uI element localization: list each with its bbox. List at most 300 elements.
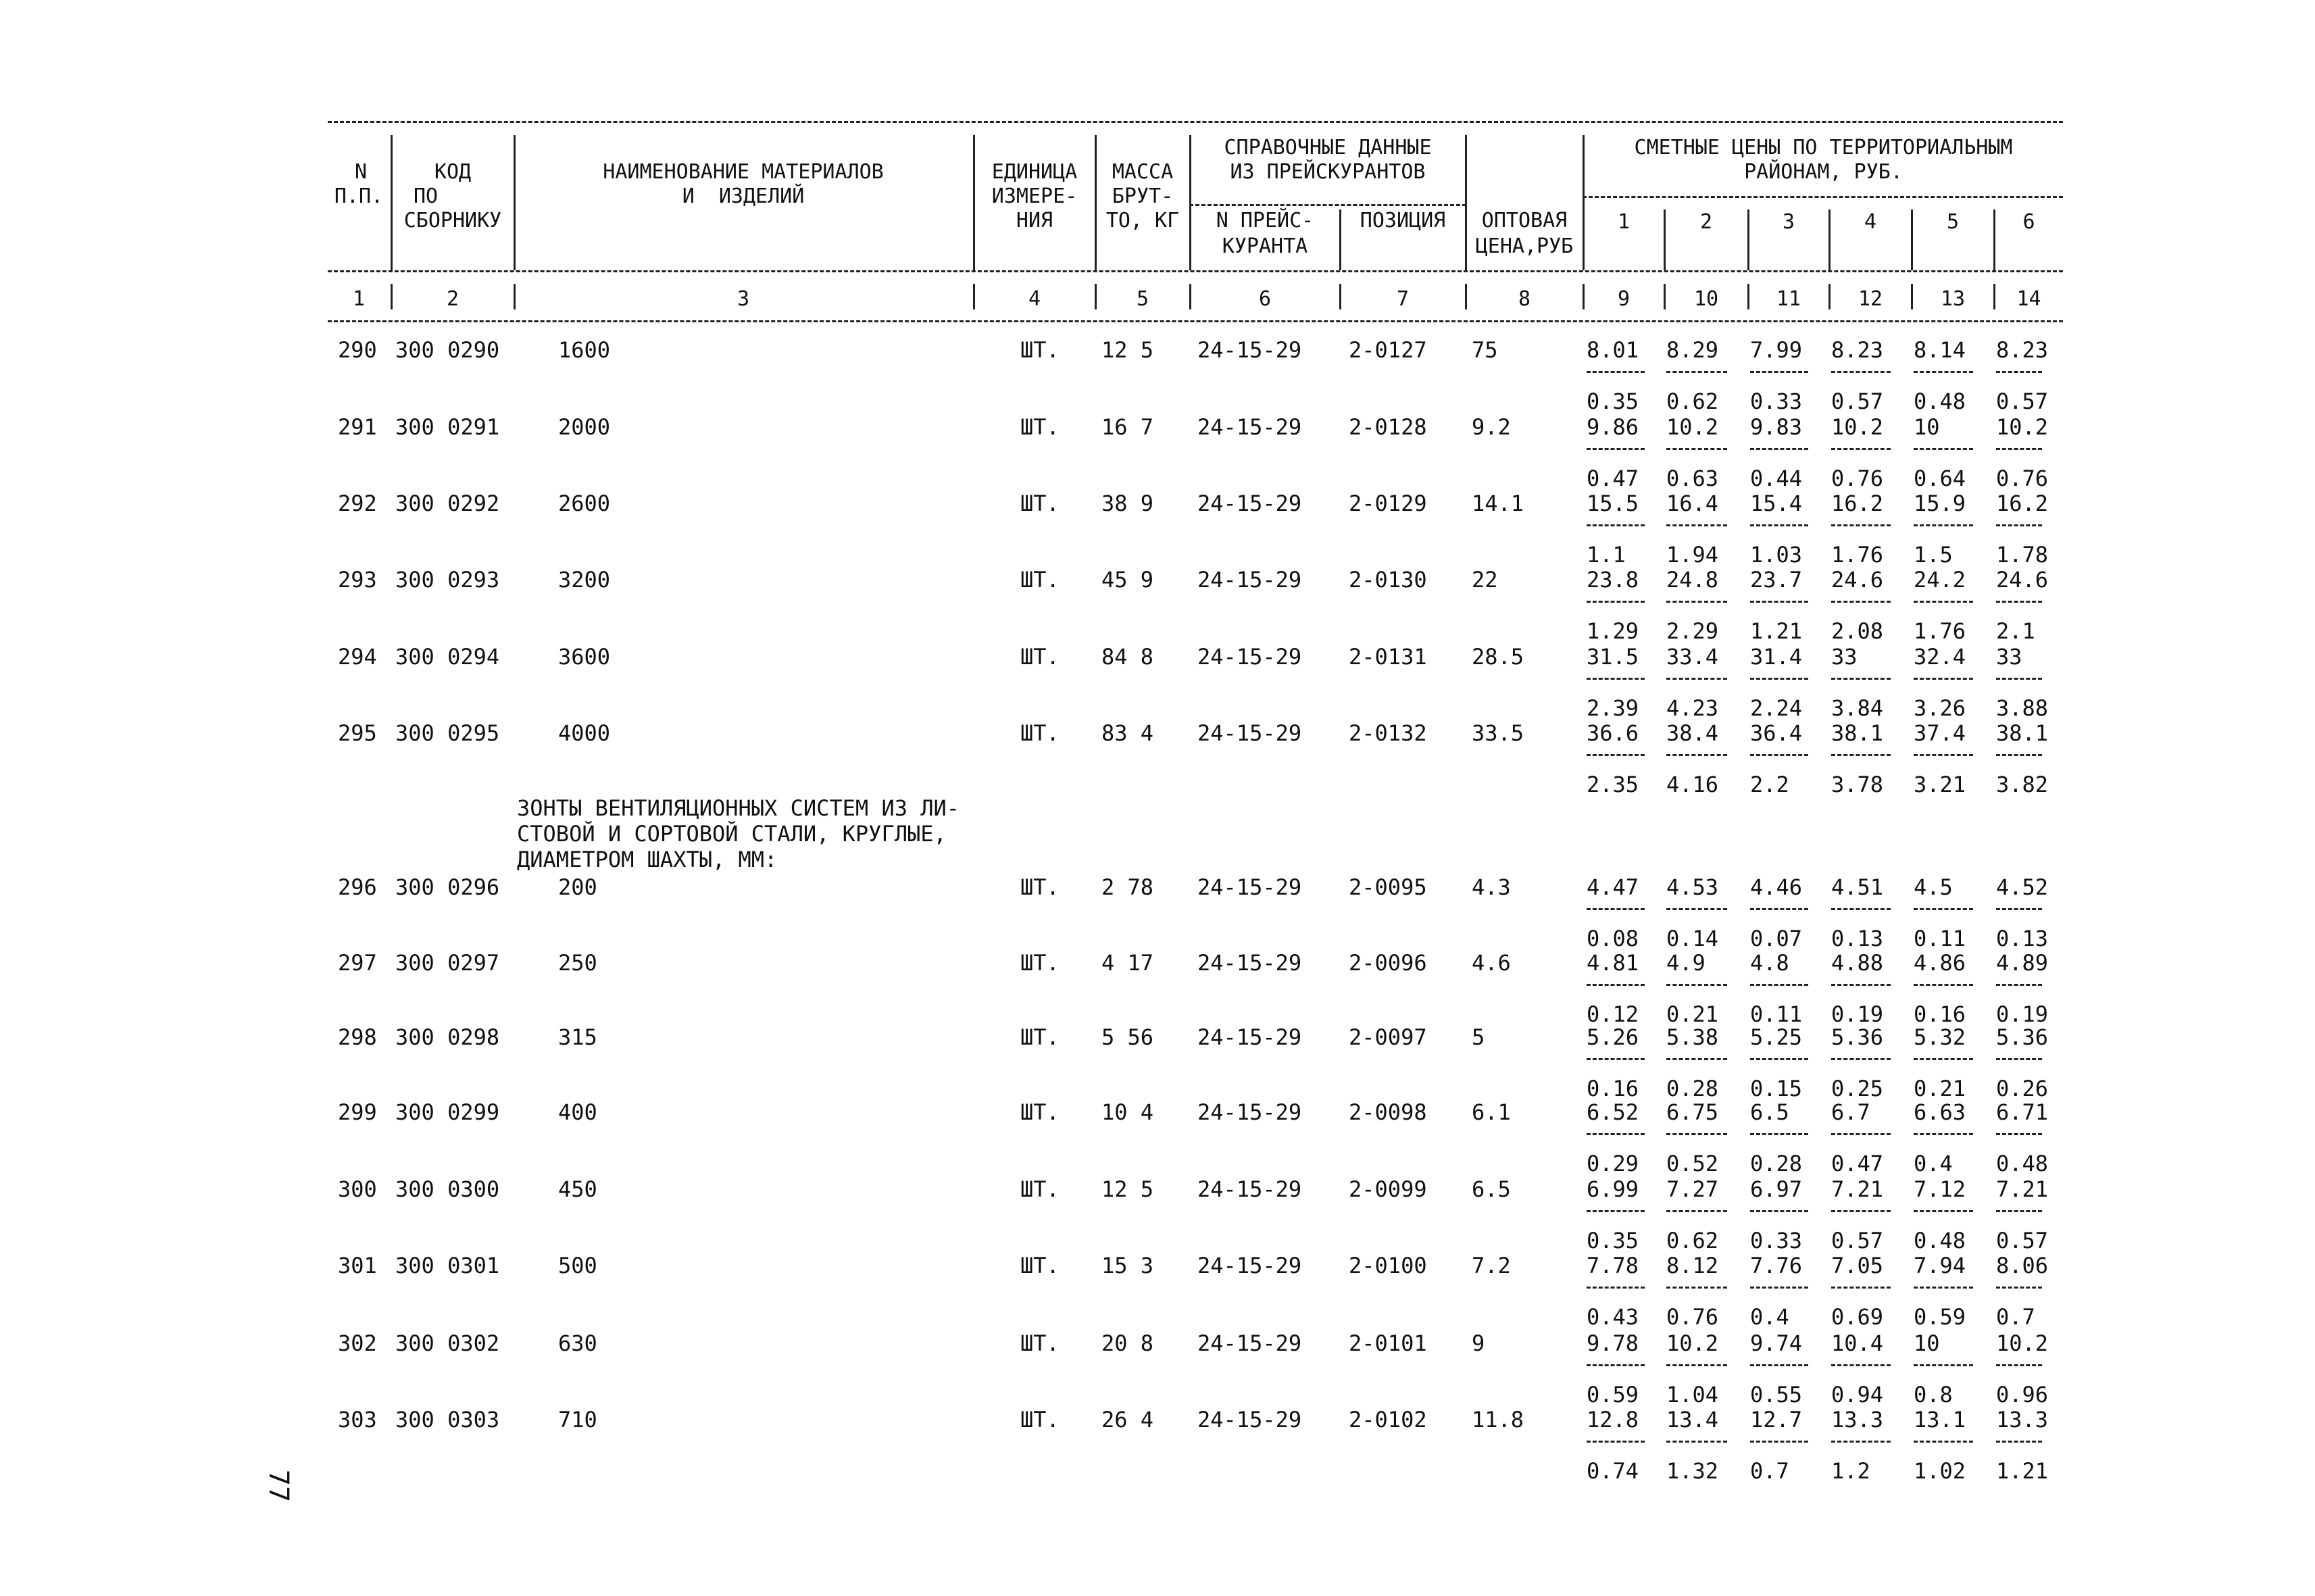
price-extra-value: 0.13 <box>1831 926 1884 951</box>
row-unit: ШТ. <box>1020 874 1060 900</box>
row-mass: 5 56 <box>1101 1024 1154 1050</box>
header-top-rule <box>328 121 2063 123</box>
price-value: 4.89 <box>1996 950 2049 976</box>
price-value: 6.63 <box>1914 1099 1966 1125</box>
row-unit: ШТ. <box>1020 1253 1060 1278</box>
header-wholesale-2: ЦЕНА,РУБ <box>1475 234 1574 258</box>
price-value: 9.78 <box>1587 1330 1639 1356</box>
row-number: 292 <box>338 491 377 516</box>
price-divider <box>1587 1058 1645 1060</box>
price-extra-value: 3.21 <box>1914 772 1966 797</box>
price-extra-value: 0.59 <box>1914 1304 1966 1330</box>
price-extra-value: 3.84 <box>1831 695 1884 721</box>
price-divider <box>1666 601 1727 603</box>
price-divider <box>1750 1441 1808 1443</box>
price-divider <box>1666 1287 1727 1289</box>
price-divider <box>1587 371 1645 373</box>
price-extra-value: 0.74 <box>1587 1458 1639 1484</box>
price-divider <box>1914 754 1973 756</box>
row-unit: ШТ. <box>1020 1099 1060 1125</box>
colnum: 14 <box>2016 287 2041 311</box>
price-extra-value: 0.8 <box>1914 1382 1953 1407</box>
header-unit: ЕДИНИЦА <box>991 160 1078 184</box>
price-extra-value: 0.64 <box>1914 466 1966 491</box>
row-wholesale: 5 <box>1472 1024 1485 1050</box>
row-position: 2-0128 <box>1349 414 1427 440</box>
row-mass: 10 4 <box>1101 1099 1154 1125</box>
price-value: 16.4 <box>1666 491 1719 516</box>
header-smet: СМЕТНЫЕ ЦЕНЫ ПО ТЕРРИТОРИАЛЬНЫМ <box>1634 136 2013 159</box>
price-divider <box>1750 524 1808 526</box>
price-divider <box>1996 524 2042 526</box>
price-divider <box>1666 448 1727 450</box>
price-value: 4.9 <box>1666 950 1706 976</box>
header-pricelist: N ПРЕЙС- <box>1216 209 1314 232</box>
row-position: 2-0100 <box>1349 1253 1427 1278</box>
price-divider <box>1587 448 1645 450</box>
price-value: 7.27 <box>1666 1176 1719 1202</box>
header-name-2: И ИЗДЕЛИЙ <box>682 184 805 208</box>
price-extra-value: 0.33 <box>1750 389 1803 414</box>
row-number: 295 <box>338 720 377 746</box>
price-value: 8.23 <box>1996 337 2049 363</box>
row-code: 300 0290 <box>395 337 500 363</box>
colnum: 2 <box>446 287 459 311</box>
price-divider <box>1996 1441 2042 1443</box>
price-divider <box>1587 1133 1645 1135</box>
price-extra-value: 0.08 <box>1587 926 1639 951</box>
price-divider <box>1996 984 2042 986</box>
row-unit: ШТ. <box>1020 644 1060 670</box>
price-divider <box>1666 371 1727 373</box>
price-divider <box>1831 1133 1891 1135</box>
price-extra-value: 0.14 <box>1666 926 1719 951</box>
row-code: 300 0293 <box>395 567 500 593</box>
row-wholesale: 33.5 <box>1472 720 1524 746</box>
price-value: 10.2 <box>1831 414 1884 440</box>
price-extra-value: 0.57 <box>1996 1228 2049 1253</box>
row-code: 300 0294 <box>395 644 500 670</box>
price-extra-value: 0.47 <box>1587 466 1639 491</box>
row-position: 2-0095 <box>1349 874 1427 900</box>
sprav-sub-rule <box>1189 204 1466 206</box>
price-extra-value: 0.21 <box>1914 1076 1966 1101</box>
row-number: 296 <box>338 874 377 900</box>
price-value: 7.76 <box>1750 1253 1803 1278</box>
price-extra-value: 0.07 <box>1750 926 1803 951</box>
price-value: 4.86 <box>1914 950 1966 976</box>
price-extra-value: 0.57 <box>1831 1228 1884 1253</box>
price-extra-value: 1.1 <box>1587 542 1626 568</box>
page-number: 77 <box>263 1469 295 1503</box>
price-extra-value: 0.4 <box>1750 1304 1789 1330</box>
price-divider <box>1587 908 1645 910</box>
price-value: 9.86 <box>1587 414 1639 440</box>
row-wholesale: 4.6 <box>1472 950 1511 976</box>
price-value: 4.8 <box>1750 950 1789 976</box>
price-extra-value: 0.76 <box>1831 466 1884 491</box>
price-extra-value: 0.19 <box>1831 1001 1884 1027</box>
row-name: 1600 <box>558 337 611 363</box>
row-number: 297 <box>338 950 377 976</box>
price-divider <box>1750 754 1808 756</box>
price-divider <box>1587 754 1645 756</box>
row-position: 2-0098 <box>1349 1099 1427 1125</box>
header-pricelist-2: КУРАНТА <box>1222 234 1308 258</box>
price-extra-value: 1.5 <box>1914 542 1953 568</box>
colnum: 9 <box>1617 287 1631 311</box>
price-extra-value: 0.96 <box>1996 1382 2049 1407</box>
row-unit: ШТ. <box>1020 491 1060 516</box>
price-divider <box>1831 1287 1891 1289</box>
row-unit: ШТ. <box>1020 1330 1060 1356</box>
price-divider <box>1666 908 1727 910</box>
row-position: 2-0096 <box>1349 950 1427 976</box>
price-extra-value: 0.76 <box>1996 466 2049 491</box>
price-value: 10 <box>1914 1330 1940 1356</box>
header-bottom-rule <box>328 320 2063 322</box>
price-value: 8.29 <box>1666 337 1719 363</box>
price-value: 8.06 <box>1996 1253 2049 1278</box>
price-divider <box>1996 448 2042 450</box>
price-extra-value: 1.29 <box>1587 618 1639 644</box>
row-code: 300 0297 <box>395 950 500 976</box>
price-extra-value: 0.16 <box>1587 1076 1639 1101</box>
price-divider <box>1750 371 1808 373</box>
price-extra-value: 4.23 <box>1666 695 1719 721</box>
price-extra-value: 0.13 <box>1996 926 2049 951</box>
header-region-3: 3 <box>1782 210 1795 234</box>
row-position: 2-0099 <box>1349 1176 1427 1202</box>
price-value: 4.51 <box>1831 874 1884 900</box>
row-mass: 38 9 <box>1101 491 1154 516</box>
row-code: 300 0301 <box>395 1253 500 1278</box>
price-divider <box>1996 1058 2042 1060</box>
price-value: 4.52 <box>1996 874 2049 900</box>
price-divider <box>1666 1364 1727 1366</box>
price-extra-value: 1.76 <box>1914 618 1966 644</box>
row-name: 3200 <box>558 567 611 593</box>
price-extra-value: 0.28 <box>1666 1076 1719 1101</box>
row-price-list: 24-15-29 <box>1197 414 1302 440</box>
price-value: 7.94 <box>1914 1253 1966 1278</box>
price-value: 5.26 <box>1587 1024 1639 1050</box>
price-value: 36.6 <box>1587 720 1639 746</box>
price-divider <box>1914 1441 1973 1443</box>
price-divider <box>1750 908 1808 910</box>
row-wholesale: 7.2 <box>1472 1253 1511 1278</box>
price-value: 24.6 <box>1996 567 2049 593</box>
price-value: 13.3 <box>1831 1407 1884 1432</box>
colnum: 10 <box>1693 287 1719 311</box>
price-extra-value: 0.63 <box>1666 466 1719 491</box>
header-mass-2: БРУТ- <box>1112 184 1174 208</box>
row-wholesale: 9 <box>1472 1330 1485 1356</box>
section-title: ДИАМЕТРОМ ШАХТЫ, ММ: <box>517 847 778 872</box>
price-divider <box>1666 678 1727 680</box>
row-position: 2-0102 <box>1349 1407 1427 1432</box>
section-title: ЗОНТЫ ВЕНТИЛЯЦИОННЫХ СИСТЕМ ИЗ ЛИ- <box>517 795 960 821</box>
price-divider <box>1996 371 2042 373</box>
section-title: СТОВОЙ И СОРТОВОЙ СТАЛИ, КРУГЛЫЕ, <box>517 821 947 847</box>
row-position: 2-0129 <box>1349 491 1427 516</box>
price-extra-value: 0.62 <box>1666 389 1719 414</box>
price-divider <box>1914 1058 1973 1060</box>
price-value: 4.46 <box>1750 874 1803 900</box>
row-price-list: 24-15-29 <box>1197 720 1302 746</box>
price-divider <box>1666 984 1727 986</box>
row-price-list: 24-15-29 <box>1197 1330 1302 1356</box>
price-extra-value: 0.69 <box>1831 1304 1884 1330</box>
price-divider <box>1587 601 1645 603</box>
price-extra-value: 1.21 <box>1996 1458 2049 1484</box>
row-code: 300 0292 <box>395 491 500 516</box>
header-region-2: 2 <box>1699 210 1713 234</box>
price-extra-value: 0.47 <box>1831 1151 1884 1176</box>
price-value: 23.8 <box>1587 567 1639 593</box>
price-value: 4.53 <box>1666 874 1719 900</box>
row-unit: ШТ. <box>1020 414 1060 440</box>
header-code: КОД <box>434 160 472 184</box>
row-price-list: 24-15-29 <box>1197 874 1302 900</box>
row-price-list: 24-15-29 <box>1197 567 1302 593</box>
price-value: 8.23 <box>1831 337 1884 363</box>
price-value: 5.36 <box>1831 1024 1884 1050</box>
price-extra-value: 0.26 <box>1996 1076 2049 1101</box>
header-mass: МАССА <box>1112 160 1174 184</box>
price-divider <box>1750 984 1808 986</box>
header-n: N <box>354 160 368 184</box>
price-divider <box>1831 984 1891 986</box>
price-value: 4.81 <box>1587 950 1639 976</box>
price-value: 4.5 <box>1914 874 1953 900</box>
price-value: 38.4 <box>1666 720 1719 746</box>
header-position: ПОЗИЦИЯ <box>1360 209 1446 232</box>
price-value: 5.25 <box>1750 1024 1803 1050</box>
price-value: 31.5 <box>1587 644 1639 670</box>
price-extra-value: 2.35 <box>1587 772 1639 797</box>
price-extra-value: 1.94 <box>1666 542 1719 568</box>
row-name: 400 <box>558 1099 597 1125</box>
price-extra-value: 1.76 <box>1831 542 1884 568</box>
price-divider <box>1587 1210 1645 1212</box>
colnum: 4 <box>1028 287 1041 311</box>
price-extra-value: 0.55 <box>1750 1382 1803 1407</box>
price-divider <box>1996 1364 2042 1366</box>
row-mass: 20 8 <box>1101 1330 1154 1356</box>
price-value: 6.97 <box>1750 1176 1803 1202</box>
price-value: 7.99 <box>1750 337 1803 363</box>
price-extra-value: 0.48 <box>1914 1228 1966 1253</box>
row-wholesale: 14.1 <box>1472 491 1524 516</box>
row-code: 300 0296 <box>395 874 500 900</box>
row-price-list: 24-15-29 <box>1197 644 1302 670</box>
price-divider <box>1996 1287 2042 1289</box>
colnum: 7 <box>1396 287 1410 311</box>
price-extra-value: 0.59 <box>1587 1382 1639 1407</box>
price-value: 15.9 <box>1914 491 1966 516</box>
row-number: 293 <box>338 567 377 593</box>
price-value: 8.01 <box>1587 337 1639 363</box>
price-divider <box>1831 1364 1891 1366</box>
row-unit: ШТ. <box>1020 337 1060 363</box>
header-region-1: 1 <box>1617 210 1631 234</box>
price-value: 10.2 <box>1996 414 2049 440</box>
price-value: 12.8 <box>1587 1407 1639 1432</box>
row-unit: ШТ. <box>1020 1024 1060 1050</box>
row-price-list: 24-15-29 <box>1197 1253 1302 1278</box>
colnum: 3 <box>737 287 750 311</box>
price-divider <box>1750 1364 1808 1366</box>
price-divider <box>1666 1210 1727 1212</box>
row-name: 630 <box>558 1330 597 1356</box>
row-price-list: 24-15-29 <box>1197 950 1302 976</box>
price-extra-value: 1.32 <box>1666 1458 1719 1484</box>
row-unit: ШТ. <box>1020 1407 1060 1432</box>
price-value: 7.05 <box>1831 1253 1884 1278</box>
row-name: 200 <box>558 874 597 900</box>
price-value: 7.21 <box>1996 1176 2049 1202</box>
price-extra-value: 3.26 <box>1914 695 1966 721</box>
price-extra-value: 0.4 <box>1914 1151 1953 1176</box>
row-mass: 26 4 <box>1101 1407 1154 1432</box>
colnum: 13 <box>1940 287 1966 311</box>
header-code-sbornik: СБОРНИКУ <box>403 209 502 232</box>
price-value: 15.4 <box>1750 491 1803 516</box>
smet-sub-rule <box>1583 196 2063 198</box>
price-divider <box>1914 984 1973 986</box>
price-extra-value: 0.16 <box>1914 1001 1966 1027</box>
price-value: 37.4 <box>1914 720 1966 746</box>
price-extra-value: 0.29 <box>1587 1151 1639 1176</box>
price-divider <box>1587 984 1645 986</box>
price-value: 8.12 <box>1666 1253 1719 1278</box>
colnum: 6 <box>1258 287 1272 311</box>
row-number: 303 <box>338 1407 377 1432</box>
header-smet-2: РАЙОНАМ, РУБ. <box>1744 160 1903 184</box>
price-extra-value: 0.12 <box>1587 1001 1639 1027</box>
price-divider <box>1750 1287 1808 1289</box>
row-mass: 84 8 <box>1101 644 1154 670</box>
row-wholesale: 75 <box>1472 337 1498 363</box>
price-divider <box>1914 371 1973 373</box>
price-extra-value: 0.76 <box>1666 1304 1719 1330</box>
row-number: 300 <box>338 1176 377 1202</box>
price-extra-value: 0.52 <box>1666 1151 1719 1176</box>
row-code: 300 0300 <box>395 1176 500 1202</box>
colnum: 11 <box>1776 287 1801 311</box>
price-value: 7.78 <box>1587 1253 1639 1278</box>
header-mass-3: ТО, КГ <box>1105 209 1180 232</box>
price-value: 10.2 <box>1666 1330 1719 1356</box>
row-name: 3600 <box>558 644 611 670</box>
row-number: 294 <box>338 644 377 670</box>
price-divider <box>1996 754 2042 756</box>
price-value: 13.1 <box>1914 1407 1966 1432</box>
price-value: 33 <box>1831 644 1858 670</box>
price-divider <box>1750 1133 1808 1135</box>
header-region-5: 5 <box>1946 210 1960 234</box>
price-value: 4.47 <box>1587 874 1639 900</box>
header-unit-3: НИЯ <box>1016 209 1053 232</box>
price-extra-value: 0.7 <box>1996 1304 2035 1330</box>
row-code: 300 0291 <box>395 414 500 440</box>
price-value: 9.83 <box>1750 414 1803 440</box>
price-value: 6.52 <box>1587 1099 1639 1125</box>
header-pp: П.П. <box>334 184 384 208</box>
price-divider <box>1996 1210 2042 1212</box>
price-divider <box>1831 601 1891 603</box>
colnum: 8 <box>1518 287 1531 311</box>
price-divider <box>1914 678 1973 680</box>
price-extra-value: 1.02 <box>1914 1458 1966 1484</box>
price-extra-value: 2.24 <box>1750 695 1803 721</box>
price-divider <box>1666 1441 1727 1443</box>
row-number: 299 <box>338 1099 377 1125</box>
price-value: 32.4 <box>1914 644 1966 670</box>
price-divider <box>1831 1210 1891 1212</box>
price-divider <box>1666 754 1727 756</box>
price-divider <box>1666 524 1727 526</box>
price-extra-value: 2.2 <box>1750 772 1789 797</box>
price-divider <box>1831 1058 1891 1060</box>
row-unit: ШТ. <box>1020 1176 1060 1202</box>
price-extra-value: 1.78 <box>1996 542 2049 568</box>
price-extra-value: 0.62 <box>1666 1228 1719 1253</box>
price-divider <box>1750 678 1808 680</box>
price-value: 10 <box>1914 414 1940 440</box>
price-value: 10.2 <box>1996 1330 2049 1356</box>
price-value: 13.4 <box>1666 1407 1719 1432</box>
price-extra-value: 0.48 <box>1914 389 1966 414</box>
price-divider <box>1587 1364 1645 1366</box>
price-value: 5.32 <box>1914 1024 1966 1050</box>
price-value: 10.4 <box>1831 1330 1884 1356</box>
price-extra-value: 0.11 <box>1914 926 1966 951</box>
header-mid-rule <box>328 270 2063 272</box>
price-extra-value: 0.25 <box>1831 1076 1884 1101</box>
colnum: 1 <box>352 287 366 311</box>
row-code: 300 0302 <box>395 1330 500 1356</box>
price-divider <box>1914 908 1973 910</box>
row-code: 300 0298 <box>395 1024 500 1050</box>
price-extra-value: 0.57 <box>1996 389 2049 414</box>
row-wholesale: 6.1 <box>1472 1099 1511 1125</box>
price-extra-value: 2.39 <box>1587 695 1639 721</box>
price-extra-value: 0.19 <box>1996 1001 2049 1027</box>
row-wholesale: 28.5 <box>1472 644 1524 670</box>
colnum: 12 <box>1858 287 1883 311</box>
row-unit: ШТ. <box>1020 567 1060 593</box>
row-mass: 16 7 <box>1101 414 1154 440</box>
price-value: 7.12 <box>1914 1176 1966 1202</box>
row-name: 710 <box>558 1407 597 1432</box>
price-divider <box>1996 908 2042 910</box>
price-value: 9.74 <box>1750 1330 1803 1356</box>
price-extra-value: 0.94 <box>1831 1382 1884 1407</box>
colnum: 5 <box>1136 287 1149 311</box>
price-extra-value: 4.16 <box>1666 772 1719 797</box>
price-divider <box>1587 524 1645 526</box>
price-divider <box>1750 1058 1808 1060</box>
price-extra-value: 1.04 <box>1666 1382 1719 1407</box>
price-extra-value: 1.2 <box>1831 1458 1870 1484</box>
price-value: 36.4 <box>1750 720 1803 746</box>
price-value: 6.7 <box>1831 1099 1870 1125</box>
row-mass: 12 5 <box>1101 337 1154 363</box>
price-value: 31.4 <box>1750 644 1803 670</box>
price-value: 15.5 <box>1587 491 1639 516</box>
